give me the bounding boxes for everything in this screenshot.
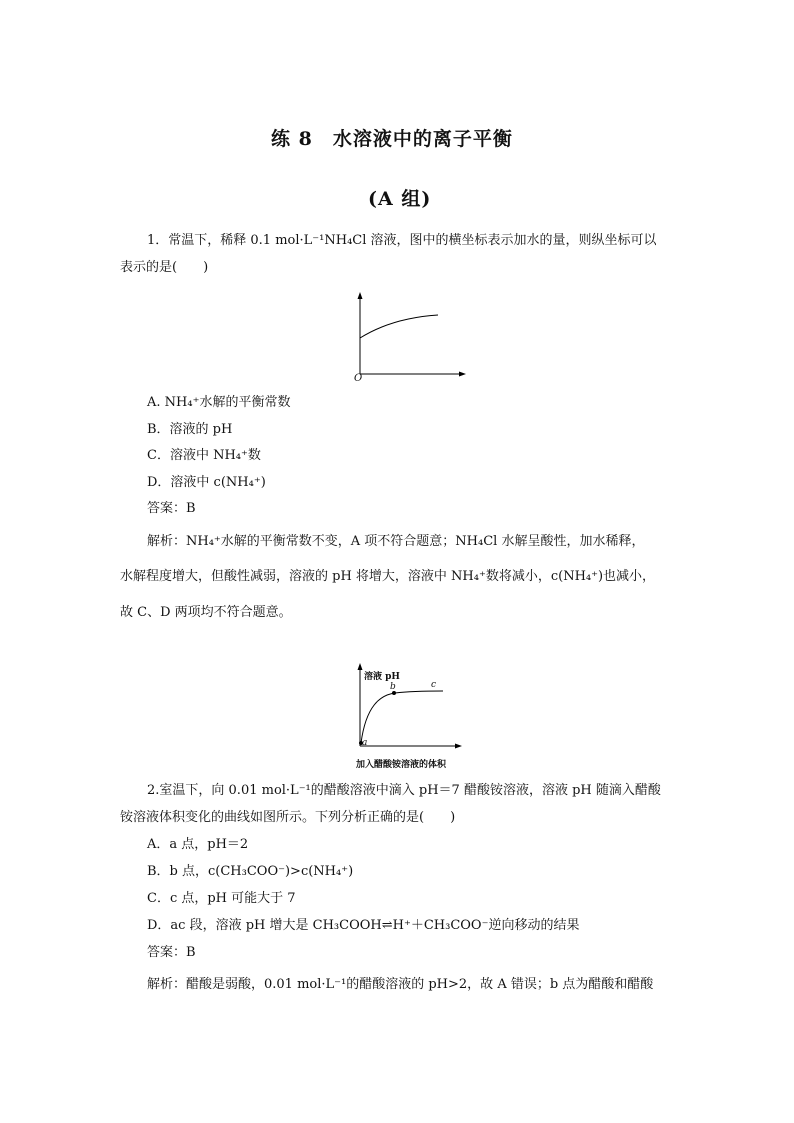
group-heading: (A 组) [368,188,432,210]
q1-option-d: D．溶液中 c(NH₄⁺) [147,475,266,490]
q1-answer: 答案：B [147,501,196,516]
q2-option-a: A．a 点，pH＝2 [147,837,249,852]
q2-stem-line2: 铵溶液体积变化的曲线如图所示。下列分析正确的是( ) [120,810,456,825]
q1-explain-line2: 水解程度增大，但酸性减弱，溶液的 pH 将增大，溶液中 NH₄⁺数将减小，c(NH₄⁺)也减小， [120,569,656,584]
q1-explain-line1: 解析：NH₄⁺水解的平衡常数不变，A 项不符合题意；NH₄Cl 水解呈酸性，加水稀释， [147,534,645,549]
q2-point-b-label: b [390,682,396,692]
q1-explain-line3: 故 C、D 两项均不符合题意。 [120,605,292,620]
q1-option-a: A. NH₄⁺水解的平衡常数 [147,395,291,410]
q2-curve [361,691,443,743]
q2-x-arrow [455,744,462,749]
page-title: 练 8 水溶液中的离子平衡 [271,128,513,150]
q2-x-axis-label: 加入醋酸铵溶液的体积 [356,760,447,770]
q1-option-c: C．溶液中 NH₄⁺数 [147,448,261,463]
q1-graph [352,292,472,384]
q1-stem-line2: 表示的是( ) [120,260,209,275]
q2-option-c: C．c 点，pH 可能大于 7 [147,891,296,906]
q2-y-arrow [358,663,363,670]
q2-stem-line1: 2.室温下，向 0.01 mol·L⁻¹的醋酸溶液中滴入 pH＝7 醋酸铵溶液，溶液 pH 随滴入醋酸 [147,783,661,798]
q2-explain-line1: 解析：醋酸是弱酸，0.01 mol·L⁻¹的醋酸溶液的 pH>2，故 A 错误；b 点为醋酸和醋酸 [147,977,654,992]
q2-answer: 答案：B [147,945,196,960]
q2-point-c-label: c [431,680,437,690]
q2-option-b: B．b 点，c(CH₃COO⁻)>c(NH₄⁺) [147,864,354,879]
q1-x-arrow [459,372,466,377]
q1-stem-line1: 1．常温下，稀释 0.1 mol·L⁻¹NH₄Cl 溶液，图中的横坐标表示加水的量，则纵坐标可以 [147,233,657,248]
q1-option-b: B．溶液的 pH [147,422,233,437]
q1-origin-label: O [354,373,363,384]
q2-point-a-label: a [362,738,368,748]
q2-option-d: D．ac 段，溶液 pH 增大是 CH₃COOH⇌H⁺＋CH₃COO⁻逆向移动的结果 [147,918,580,933]
q2-y-axis-label: 溶液 pH [364,672,400,682]
q1-curve [360,315,438,338]
q1-y-arrow [358,292,363,299]
